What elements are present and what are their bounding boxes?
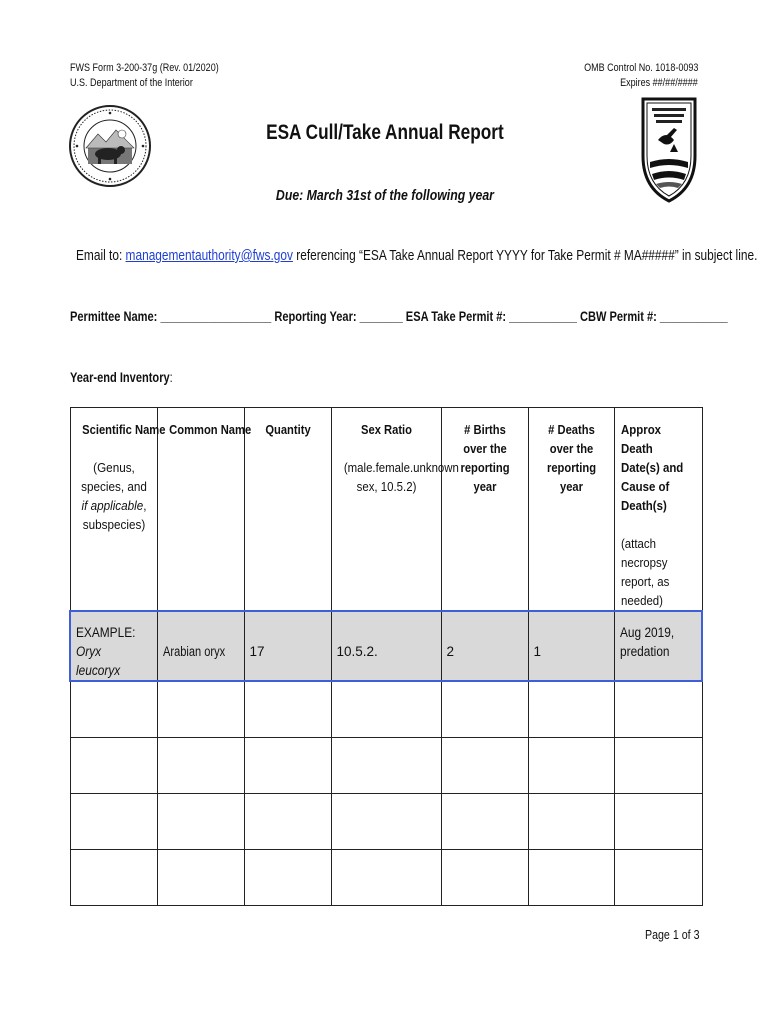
table-row[interactable]	[70, 850, 702, 906]
header-sex-ratio: Sex Ratio (male.female.unknown sex, 10.5.2)	[331, 408, 441, 612]
email-instructions	[76, 248, 770, 264]
header-quantity: Quantity	[244, 408, 331, 612]
input-cell[interactable]	[331, 850, 441, 906]
email-prefix: Email to:	[76, 248, 126, 264]
form-title: ESA Cull/Take Annual Report	[266, 121, 504, 144]
header-death-dates: Approx Death Date(s) and Cause of Death(s) (attach necropsy report, as needed)	[614, 408, 702, 612]
header-deaths: # Deaths over the reporting year	[528, 408, 614, 612]
inventory-table	[69, 407, 703, 906]
department-of-interior-seal-icon	[68, 104, 152, 188]
expiration-date: Expires ##/##/####	[620, 77, 698, 89]
header-births: # Births over the reporting year	[441, 408, 528, 612]
inventory-label: Year-end Inventory:	[70, 370, 173, 385]
input-cell[interactable]	[614, 850, 702, 906]
example-births-cell: 2	[441, 611, 528, 681]
header-scientific-name: Scientific Name (Genus, species, and if applicable, subspecies)	[70, 408, 157, 612]
example-deaths-cell: 1	[528, 611, 614, 681]
example-quantity-cell: 17	[244, 611, 331, 681]
input-cell[interactable]	[614, 738, 702, 794]
input-cell[interactable]	[244, 794, 331, 850]
input-cell[interactable]	[331, 738, 441, 794]
email-suffix: referencing “ESA Take Annual Report YYYY for Take Permit # MA#####” in subject line.	[292, 248, 758, 264]
input-cell[interactable]	[70, 850, 157, 906]
input-cell[interactable]	[331, 794, 441, 850]
table-row[interactable]	[70, 681, 702, 738]
table-header-row	[70, 408, 702, 612]
department-name: U.S. Department of the Interior	[70, 77, 193, 89]
example-scientific-cell: EXAMPLE: Oryx leucoryx	[70, 611, 157, 681]
input-cell[interactable]	[244, 681, 331, 738]
input-cell[interactable]	[614, 681, 702, 738]
input-cell[interactable]	[614, 794, 702, 850]
form-number: FWS Form 3-200-37g (Rev. 01/2020)	[70, 62, 219, 74]
example-sex-ratio-cell: 10.5.2.	[331, 611, 441, 681]
input-cell[interactable]	[70, 681, 157, 738]
input-cell[interactable]	[70, 738, 157, 794]
input-cell[interactable]	[157, 850, 244, 906]
omb-control-number: OMB Control No. 1018-0093	[583, 62, 698, 74]
email-address-link[interactable]: managementauthority@fws.gov	[125, 248, 293, 264]
input-cell[interactable]	[157, 681, 244, 738]
example-common-cell: Arabian oryx	[157, 611, 244, 681]
input-cell[interactable]	[528, 794, 614, 850]
input-cell[interactable]	[528, 850, 614, 906]
input-cell[interactable]	[157, 738, 244, 794]
permittee-info-line[interactable]: Permittee Name: __________________ Reporting Year: _______ ESA Take Permit #: ___________ CBW Permit #: ___________	[70, 309, 728, 324]
header-common-name: Common Name	[157, 408, 244, 612]
input-cell[interactable]	[70, 794, 157, 850]
input-cell[interactable]	[441, 681, 528, 738]
due-date-notice: Due: March 31st of the following year	[275, 187, 495, 204]
input-cell[interactable]	[441, 794, 528, 850]
example-row	[70, 611, 702, 681]
input-cell[interactable]	[441, 738, 528, 794]
input-cell[interactable]	[244, 738, 331, 794]
form-header-right	[559, 61, 698, 91]
input-cell[interactable]	[244, 850, 331, 906]
table-row[interactable]	[70, 738, 702, 794]
example-death-dates-cell: Aug 2019, predation	[614, 611, 702, 681]
page-number: Page 1 of 3	[644, 927, 699, 942]
form-header-left	[70, 61, 251, 91]
table-row[interactable]	[70, 794, 702, 850]
input-cell[interactable]	[157, 794, 244, 850]
input-cell[interactable]	[528, 681, 614, 738]
input-cell[interactable]	[528, 738, 614, 794]
input-cell[interactable]	[331, 681, 441, 738]
input-cell[interactable]	[441, 850, 528, 906]
